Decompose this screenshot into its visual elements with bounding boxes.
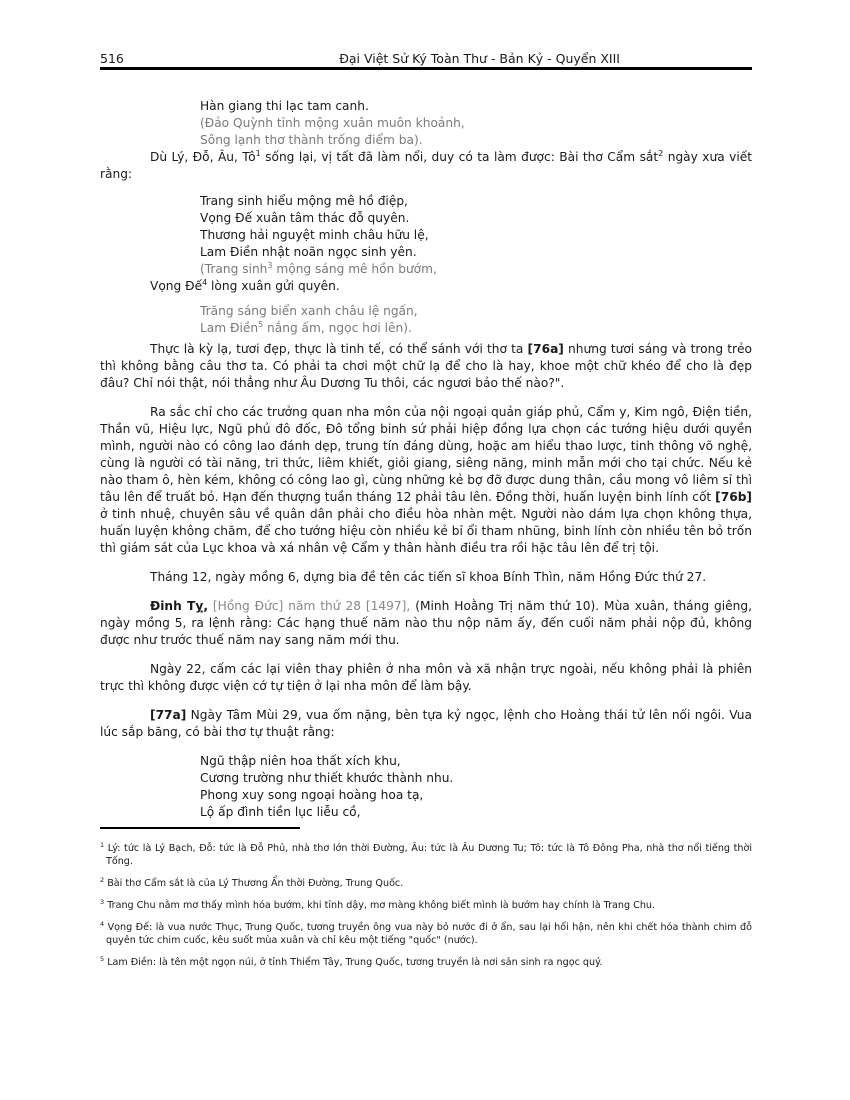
footnote-ref[interactable]: 2 bbox=[658, 148, 664, 158]
footnote-text: Lý: tức là Lý Bạch, Đỗ: tức là Đỗ Phủ, nhà thơ lớn thời Đường, Âu: tức là Âu Dương Tu; Tô: tức là Tô Đông Pha, nhà thơ nổi tiếng thời Tống. bbox=[104, 843, 752, 867]
footnote bbox=[100, 921, 752, 947]
text-run: (Minh Hoằng Trị năm thứ 10). Mùa xuân, tháng giêng, ngày mồng 5, ra lệnh rằng: Các hạng thuế năm nào thu nộp năm ấy, đến cuối năm phải nộp đủ, không được như trước thuế năm nay sang năm mới thu. bbox=[100, 599, 752, 647]
paragraph: Ngày 22, cấm các lại viên thay phiên ở nha môn và xã nhận trực ngoài, nếu không phải là phiên trực thì không được viện cớ tự tiện ở lại nha môn để làm bậy. bbox=[100, 662, 752, 693]
page-marker: [77a] bbox=[150, 708, 187, 722]
page-marker: [76a] bbox=[527, 342, 564, 356]
running-title: Đại Việt Sử Ký Toàn Thư - Bản Kỷ - Quyển XIII bbox=[339, 51, 620, 66]
text-run: Vọng Đế bbox=[150, 279, 203, 293]
verse-block-3 bbox=[200, 303, 752, 337]
main-text bbox=[100, 98, 752, 821]
footnote-text: Vọng Đế: là vua nước Thục, Trung Quốc, tương truyền ông vua này bỏ nước đi ở ẩn, sau lại hối hận, nên khi chết hóa thành chim đỗ quyên tức chim cuốc, kêu suốt mùa xuân và chỉ kêu một tiếng "quốc" (nước). bbox=[104, 922, 752, 946]
text-run: nhưng tươi sáng và trong trẻo thì không bằng câu thơ ta. Có phải ta chơi một chữ lạ để cho là hay, khoe một chữ khéo để cho là đẹp đâu? Chỉ nói thật, nói thẳng như Âu Dương Tu thôi, các ngươi bảo thế nào?". bbox=[100, 342, 752, 390]
verse-line: (Đảo Quỳnh tỉnh mộng xuân muôn khoảnh, bbox=[200, 116, 465, 130]
verse-line-vong-de bbox=[150, 278, 752, 295]
verse-line: Ngũ thập niên hoa thất xích khu, bbox=[200, 754, 401, 768]
footnote bbox=[100, 899, 752, 912]
footnote bbox=[100, 956, 752, 969]
text-run: nắng ấm, ngọc hơi lên). bbox=[263, 321, 412, 335]
footnote-number: 2 bbox=[100, 875, 105, 884]
year-note: [Hồng Đức] năm thứ 28 [1497], bbox=[207, 599, 411, 613]
verse-line bbox=[200, 261, 752, 278]
footnote-text: Bài thơ Cẩm sắt là của Lý Thương Ẩn thời Đường, Trung Quốc. bbox=[104, 878, 404, 889]
footnote-number: 1 bbox=[100, 840, 105, 849]
year-heading: Đinh Tỵ, bbox=[150, 599, 208, 613]
footnotes bbox=[100, 842, 752, 978]
paragraph: Tháng 12, ngày mồng 6, dựng bia đề tên các tiến sĩ khoa Bính Thìn, năm Hồng Đức thứ 27. bbox=[150, 570, 707, 584]
verse-block-2 bbox=[200, 193, 752, 278]
verse-line bbox=[200, 320, 752, 337]
text-run: Dù Lý, Đỗ, Âu, Tô bbox=[150, 150, 256, 164]
page-header bbox=[100, 50, 752, 68]
footnote-number: 4 bbox=[100, 919, 105, 928]
verse-block-4 bbox=[200, 753, 752, 821]
paragraph bbox=[100, 598, 752, 649]
footnote-ref[interactable]: 5 bbox=[258, 319, 264, 329]
verse-line: Lộ ấp đình tiền lục liễu cồ, bbox=[200, 805, 361, 819]
paragraph bbox=[100, 149, 752, 183]
text-run: Ngày Tâm Mùi 29, vua ốm nặng, bèn tựa kỷ ngọc, lệnh cho Hoàng thái tử lên nối ngôi. Vua lúc sắp băng, có bài thơ tự thuật rằng: bbox=[100, 708, 752, 739]
verse-block-1 bbox=[200, 98, 752, 149]
verse-line: Thương hải nguyệt minh châu hữu lệ, bbox=[200, 228, 429, 242]
footnote bbox=[100, 842, 752, 868]
text-run: mộng sáng mê hồn bướm, bbox=[272, 262, 437, 276]
paragraph bbox=[100, 341, 752, 392]
footnote-ref[interactable]: 3 bbox=[267, 260, 273, 270]
footnote bbox=[100, 877, 752, 890]
verse-line: Cương trường như thiết khước thành nhu. bbox=[200, 771, 454, 785]
verse-line: Trang sinh hiểu mộng mê hồ điệp, bbox=[200, 194, 408, 208]
footnote-text: Trang Chu nằm mơ thấy mình hóa bướm, khi tỉnh dậy, mơ màng không biết mình là bướm hay chính là Trang Chu. bbox=[104, 900, 656, 911]
footnote-rule bbox=[100, 827, 300, 829]
text-run: (Trang sinh bbox=[200, 262, 268, 276]
footnote-ref[interactable]: 1 bbox=[255, 148, 261, 158]
footnote-ref[interactable]: 4 bbox=[202, 277, 208, 287]
verse-line: Sông lạnh thơ thành trống điểm ba). bbox=[200, 133, 423, 147]
text-run: Thực là kỳ lạ, tươi đẹp, thực là tinh tế, có thể sánh với thơ ta bbox=[150, 342, 528, 356]
text-run: ở tinh nhuệ, chuyên sâu về quân dân phải cho điều hòa nhàn mệt. Người nào dám lựa chọn không thựa, huấn luyện không chăm, để cho tướng hiệu còn nhiều kẻ bỉ ổi tham nhũng, binh lính còn nhiều tên bỏ trốn thì giám sát của Lục khoa và xá nhân vệ Cẩm y thân hành điều tra rồi hặc tâu lên để trị tội. bbox=[100, 507, 752, 555]
verse-line: Lam Điền nhật noãn ngọc sinh yên. bbox=[200, 245, 417, 259]
footnote-number: 3 bbox=[100, 897, 105, 906]
text-run: Lam Điền bbox=[200, 321, 259, 335]
header-rule bbox=[100, 67, 752, 70]
paragraph bbox=[100, 404, 752, 557]
verse-line: Vọng Đế xuân tâm thác đỗ quyên. bbox=[200, 211, 410, 225]
verse-line: Hàn giang thi lạc tam canh. bbox=[200, 99, 369, 113]
verse-line: Phong xuy song ngoại hoàng hoa tạ, bbox=[200, 788, 424, 802]
footnote-number: 5 bbox=[100, 954, 105, 963]
verse-line: Trăng sáng biển xanh châu lệ ngấn, bbox=[200, 304, 418, 318]
paragraph bbox=[100, 707, 752, 741]
page-marker: [76b] bbox=[715, 490, 752, 504]
footnote-text: Lam Điền: là tên một ngọn núi, ở tỉnh Thiểm Tây, Trung Quốc, tương truyền là nơi sản sinh ra ngọc quý. bbox=[104, 957, 603, 968]
page-number: 516 bbox=[100, 51, 124, 66]
text-run: sống lại, vị tất đã làm nổi, duy có ta làm được: Bài thơ Cẩm sắt bbox=[260, 150, 659, 164]
text-run: ngày xưa viết rằng: bbox=[100, 150, 753, 181]
text-run: lòng xuân gửi quyên. bbox=[207, 279, 340, 293]
text-run: Ra sắc chỉ cho các trưởng quan nha môn của nội ngoại quản giáp phủ, Cẩm y, Kim ngô, Điện tiền, Thần vũ, Hiệu lực, Ngũ phủ đô đốc, Đô tổng binh sứ phải hiệp đồng lựa chọn các tướng hiệu dưới quyền mình, người nào có công lao đánh dẹp, trung tín đáng dùng, hoặc am hiểu thao lược, tinh thông võ nghệ, cùng là người có tài năng, tri thức, liêm khiết, giỏi giang, siêng năng, minh mẫn mới cho tại chức. Nếu kẻ nào tham ô, hèn kém, không có công lao gì, cùng những kẻ bợ đỡ được dung thân, cầu mong vô liêm sỉ thì tâu lên để truất bỏ. Hạn đến thượng tuần tháng 12 phải tâu lên. Đồng thời, huấn luyện binh lính cốt bbox=[100, 405, 752, 504]
